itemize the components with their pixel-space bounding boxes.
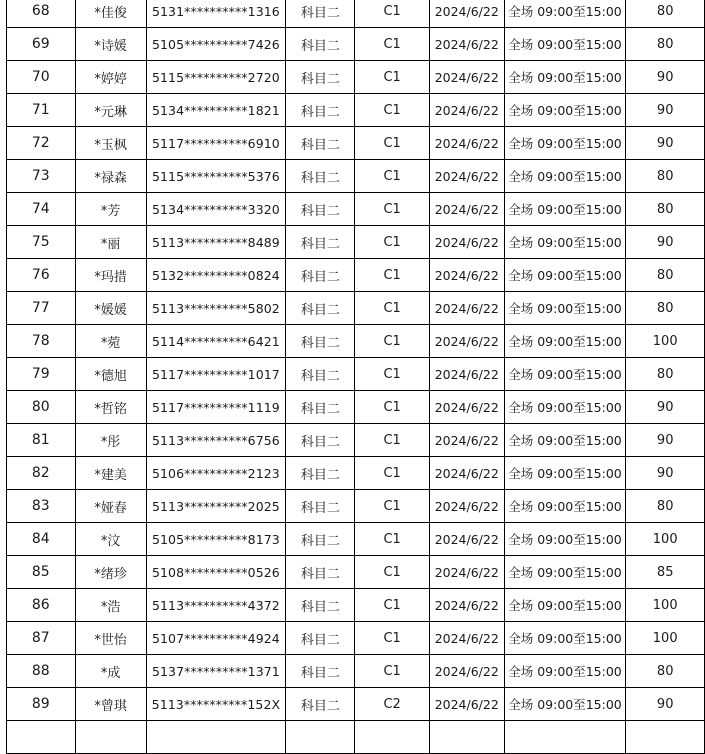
score-cell: 90 — [626, 61, 705, 94]
exam-time-cell: 全场 09:00至15:00 — [504, 391, 626, 424]
subject-cell: 科目二 — [286, 424, 355, 457]
score-cell: 90 — [626, 457, 705, 490]
exam-time-cell: 全场 09:00至15:00 — [504, 193, 626, 226]
subject-cell — [286, 721, 355, 754]
name-cell: *丽 — [75, 226, 146, 259]
table-row — [7, 622, 705, 655]
id-number-cell: 5113**********8489 — [146, 226, 286, 259]
row-number-cell: 80 — [7, 391, 76, 424]
exam-time-cell: 全场 09:00至15:00 — [504, 556, 626, 589]
row-number-cell: 82 — [7, 457, 76, 490]
name-cell: *婷婷 — [75, 61, 146, 94]
id-number-cell: 5137**********1371 — [146, 655, 286, 688]
exam-time-cell: 全场 09:00至15:00 — [504, 424, 626, 457]
exam-date-cell: 2024/6/22 — [429, 523, 504, 556]
exam-time-cell: 全场 09:00至15:00 — [504, 127, 626, 160]
license-type-cell: C1 — [355, 160, 429, 193]
subject-cell: 科目二 — [286, 226, 355, 259]
table-row — [7, 688, 705, 721]
license-type-cell: C1 — [355, 28, 429, 61]
row-number-cell: 87 — [7, 622, 76, 655]
exam-date-cell: 2024/6/22 — [429, 160, 504, 193]
subject-cell: 科目二 — [286, 127, 355, 160]
table-row — [7, 0, 705, 28]
score-cell — [626, 721, 705, 754]
subject-cell: 科目二 — [286, 622, 355, 655]
row-number-cell: 83 — [7, 490, 76, 523]
name-cell: *世怡 — [75, 622, 146, 655]
id-number-cell: 5115**********5376 — [146, 160, 286, 193]
license-type-cell: C1 — [355, 556, 429, 589]
subject-cell: 科目二 — [286, 358, 355, 391]
score-cell: 80 — [626, 259, 705, 292]
id-number-cell: 5105**********8173 — [146, 523, 286, 556]
exam-date-cell: 2024/6/22 — [429, 292, 504, 325]
table-row — [7, 127, 705, 160]
license-type-cell: C1 — [355, 0, 429, 28]
exam-results-table — [6, 0, 705, 754]
score-cell: 90 — [626, 424, 705, 457]
exam-time-cell: 全场 09:00至15:00 — [504, 589, 626, 622]
table-row — [7, 61, 705, 94]
score-cell: 100 — [626, 523, 705, 556]
id-number-cell: 5131**********1316 — [146, 0, 286, 28]
exam-time-cell: 全场 09:00至15:00 — [504, 358, 626, 391]
exam-time-cell: 全场 09:00至15:00 — [504, 94, 626, 127]
table-row — [7, 556, 705, 589]
score-cell: 85 — [626, 556, 705, 589]
exam-time-cell: 全场 09:00至15:00 — [504, 226, 626, 259]
id-number-cell: 5113**********2025 — [146, 490, 286, 523]
table-row — [7, 523, 705, 556]
exam-time-cell: 全场 09:00至15:00 — [504, 523, 626, 556]
name-cell: *建美 — [75, 457, 146, 490]
subject-cell: 科目二 — [286, 391, 355, 424]
name-cell: *曾琪 — [75, 688, 146, 721]
exam-date-cell: 2024/6/22 — [429, 391, 504, 424]
name-cell: *元琳 — [75, 94, 146, 127]
name-cell: *浩 — [75, 589, 146, 622]
license-type-cell: C1 — [355, 292, 429, 325]
subject-cell: 科目二 — [286, 94, 355, 127]
table-row — [7, 193, 705, 226]
id-number-cell: 5117**********1119 — [146, 391, 286, 424]
exam-date-cell: 2024/6/22 — [429, 226, 504, 259]
id-number-cell: 5132**********0824 — [146, 259, 286, 292]
license-type-cell: C1 — [355, 61, 429, 94]
id-number-cell: 5113**********6756 — [146, 424, 286, 457]
exam-time-cell: 全场 09:00至15:00 — [504, 325, 626, 358]
subject-cell: 科目二 — [286, 160, 355, 193]
table-row — [7, 94, 705, 127]
id-number-cell: 5107**********4924 — [146, 622, 286, 655]
license-type-cell: C1 — [355, 193, 429, 226]
name-cell: *娅春 — [75, 490, 146, 523]
row-number-cell: 81 — [7, 424, 76, 457]
table-row — [7, 391, 705, 424]
exam-time-cell: 全场 09:00至15:00 — [504, 655, 626, 688]
exam-date-cell: 2024/6/22 — [429, 655, 504, 688]
exam-date-cell: 2024/6/22 — [429, 259, 504, 292]
exam-date-cell: 2024/6/22 — [429, 589, 504, 622]
exam-date-cell: 2024/6/22 — [429, 358, 504, 391]
name-cell: *玉枫 — [75, 127, 146, 160]
exam-time-cell: 全场 09:00至15:00 — [504, 457, 626, 490]
license-type-cell: C1 — [355, 391, 429, 424]
id-number-cell: 5134**********3320 — [146, 193, 286, 226]
id-number-cell: 5117**********6910 — [146, 127, 286, 160]
name-cell — [75, 721, 146, 754]
name-cell: *诗媛 — [75, 28, 146, 61]
row-number-cell — [7, 721, 76, 754]
subject-cell: 科目二 — [286, 490, 355, 523]
subject-cell: 科目二 — [286, 28, 355, 61]
exam-date-cell: 2024/6/22 — [429, 193, 504, 226]
name-cell: *德旭 — [75, 358, 146, 391]
license-type-cell: C1 — [355, 259, 429, 292]
name-cell: *彤 — [75, 424, 146, 457]
score-cell: 100 — [626, 589, 705, 622]
subject-cell: 科目二 — [286, 523, 355, 556]
subject-cell: 科目二 — [286, 457, 355, 490]
license-type-cell: C1 — [355, 358, 429, 391]
row-number-cell: 73 — [7, 160, 76, 193]
row-number-cell: 79 — [7, 358, 76, 391]
row-number-cell: 86 — [7, 589, 76, 622]
table-row — [7, 589, 705, 622]
exam-date-cell: 2024/6/22 — [429, 0, 504, 28]
score-cell: 80 — [626, 0, 705, 28]
score-cell: 90 — [626, 226, 705, 259]
table-row — [7, 325, 705, 358]
subject-cell: 科目二 — [286, 325, 355, 358]
exam-date-cell: 2024/6/22 — [429, 94, 504, 127]
row-number-cell: 77 — [7, 292, 76, 325]
table-row — [7, 424, 705, 457]
id-number-cell: 5113**********152X — [146, 688, 286, 721]
subject-cell: 科目二 — [286, 292, 355, 325]
name-cell: *玛措 — [75, 259, 146, 292]
table-row — [7, 358, 705, 391]
row-number-cell: 76 — [7, 259, 76, 292]
row-number-cell: 75 — [7, 226, 76, 259]
exam-time-cell: 全场 09:00至15:00 — [504, 292, 626, 325]
license-type-cell: C1 — [355, 424, 429, 457]
score-cell: 100 — [626, 325, 705, 358]
license-type-cell: C1 — [355, 226, 429, 259]
license-type-cell: C1 — [355, 589, 429, 622]
row-number-cell: 71 — [7, 94, 76, 127]
row-number-cell: 72 — [7, 127, 76, 160]
score-cell: 90 — [626, 391, 705, 424]
id-number-cell: 5105**********7426 — [146, 28, 286, 61]
name-cell: *成 — [75, 655, 146, 688]
table-row — [7, 259, 705, 292]
exam-time-cell: 全场 09:00至15:00 — [504, 490, 626, 523]
name-cell: *芳 — [75, 193, 146, 226]
row-number-cell: 88 — [7, 655, 76, 688]
exam-date-cell: 2024/6/22 — [429, 457, 504, 490]
exam-date-cell: 2024/6/22 — [429, 688, 504, 721]
license-type-cell: C1 — [355, 94, 429, 127]
id-number-cell: 5108**********0526 — [146, 556, 286, 589]
subject-cell: 科目二 — [286, 193, 355, 226]
id-number-cell: 5115**********2720 — [146, 61, 286, 94]
score-cell: 80 — [626, 655, 705, 688]
score-cell: 100 — [626, 622, 705, 655]
subject-cell: 科目二 — [286, 0, 355, 28]
name-cell: *媛媛 — [75, 292, 146, 325]
license-type-cell: C1 — [355, 655, 429, 688]
license-type-cell — [355, 721, 429, 754]
table-row — [7, 292, 705, 325]
row-number-cell: 78 — [7, 325, 76, 358]
score-cell: 80 — [626, 28, 705, 61]
license-type-cell: C1 — [355, 490, 429, 523]
exam-time-cell: 全场 09:00至15:00 — [504, 259, 626, 292]
table-row — [7, 490, 705, 523]
name-cell: *禄森 — [75, 160, 146, 193]
score-cell: 90 — [626, 127, 705, 160]
row-number-cell: 68 — [7, 0, 76, 28]
score-cell: 90 — [626, 94, 705, 127]
exam-date-cell: 2024/6/22 — [429, 490, 504, 523]
license-type-cell: C1 — [355, 325, 429, 358]
exam-time-cell: 全场 09:00至15:00 — [504, 61, 626, 94]
table-row — [7, 655, 705, 688]
exam-date-cell: 2024/6/22 — [429, 556, 504, 589]
table-body — [7, 0, 705, 754]
subject-cell: 科目二 — [286, 259, 355, 292]
exam-time-cell: 全场 09:00至15:00 — [504, 28, 626, 61]
id-number-cell: 5113**********5802 — [146, 292, 286, 325]
score-cell: 80 — [626, 490, 705, 523]
id-number-cell: 5106**********2123 — [146, 457, 286, 490]
name-cell: *汶 — [75, 523, 146, 556]
subject-cell: 科目二 — [286, 589, 355, 622]
id-number-cell: 5134**********1821 — [146, 94, 286, 127]
license-type-cell: C1 — [355, 523, 429, 556]
name-cell: *绪珍 — [75, 556, 146, 589]
name-cell: *佳俊 — [75, 0, 146, 28]
score-cell: 90 — [626, 688, 705, 721]
score-cell: 80 — [626, 292, 705, 325]
row-number-cell: 84 — [7, 523, 76, 556]
license-type-cell: C1 — [355, 457, 429, 490]
exam-date-cell: 2024/6/22 — [429, 424, 504, 457]
table-row — [7, 160, 705, 193]
row-number-cell: 85 — [7, 556, 76, 589]
exam-time-cell: 全场 09:00至15:00 — [504, 622, 626, 655]
exam-time-cell: 全场 09:00至15:00 — [504, 0, 626, 28]
subject-cell: 科目二 — [286, 688, 355, 721]
exam-time-cell: 全场 09:00至15:00 — [504, 688, 626, 721]
exam-date-cell: 2024/6/22 — [429, 325, 504, 358]
table-row — [7, 457, 705, 490]
exam-date-cell: 2024/6/22 — [429, 127, 504, 160]
license-type-cell: C1 — [355, 622, 429, 655]
exam-date-cell: 2024/6/22 — [429, 28, 504, 61]
exam-time-cell: 全场 09:00至15:00 — [504, 160, 626, 193]
table-row — [7, 721, 705, 754]
id-number-cell — [146, 721, 286, 754]
row-number-cell: 89 — [7, 688, 76, 721]
license-type-cell: C1 — [355, 127, 429, 160]
license-type-cell: C2 — [355, 688, 429, 721]
score-cell: 80 — [626, 160, 705, 193]
name-cell: *哲铭 — [75, 391, 146, 424]
id-number-cell: 5113**********4372 — [146, 589, 286, 622]
row-number-cell: 74 — [7, 193, 76, 226]
score-cell: 80 — [626, 358, 705, 391]
table-row — [7, 226, 705, 259]
exam-date-cell: 2024/6/22 — [429, 61, 504, 94]
exam-date-cell — [429, 721, 504, 754]
id-number-cell: 5117**********1017 — [146, 358, 286, 391]
table-row — [7, 28, 705, 61]
score-cell: 80 — [626, 193, 705, 226]
subject-cell: 科目二 — [286, 61, 355, 94]
id-number-cell: 5114**********6421 — [146, 325, 286, 358]
row-number-cell: 70 — [7, 61, 76, 94]
subject-cell: 科目二 — [286, 655, 355, 688]
row-number-cell: 69 — [7, 28, 76, 61]
exam-date-cell: 2024/6/22 — [429, 622, 504, 655]
exam-time-cell — [504, 721, 626, 754]
subject-cell: 科目二 — [286, 556, 355, 589]
name-cell: *菀 — [75, 325, 146, 358]
results-sheet — [6, 0, 705, 754]
